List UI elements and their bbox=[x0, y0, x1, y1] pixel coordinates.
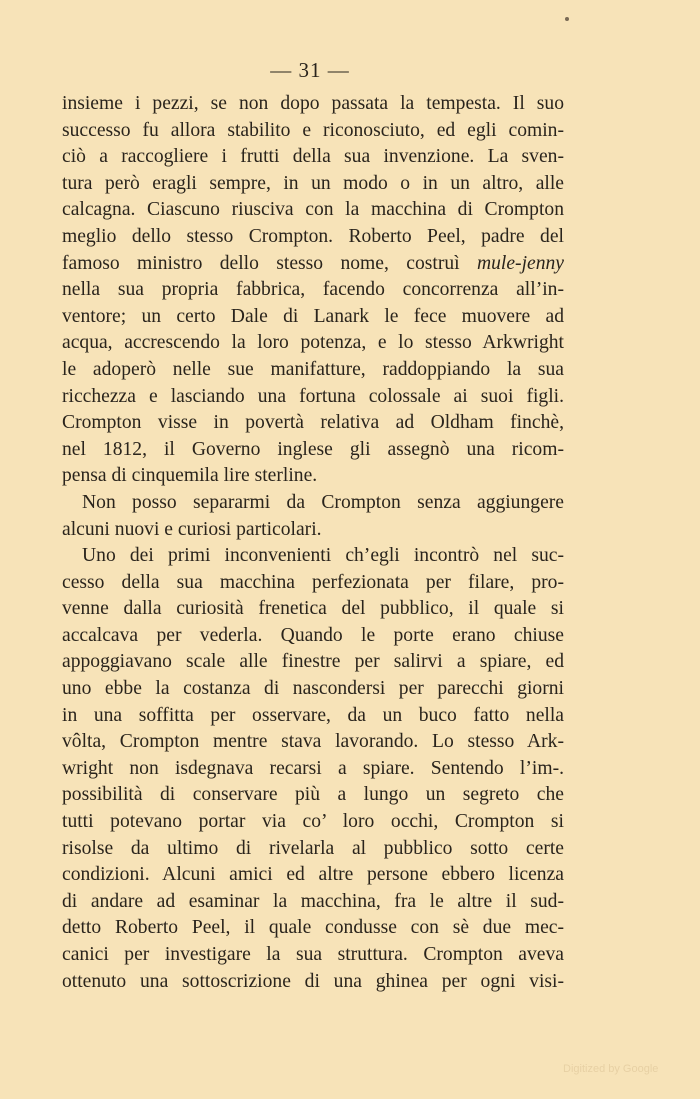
watermark: Digitized by Google bbox=[563, 1063, 659, 1075]
text-line: calcagna. Ciascuno riusciva con la macchina di Crompton bbox=[62, 199, 564, 221]
text-line: insieme i pezzi, se non dopo passata la tempesta. Il suo bbox=[62, 93, 564, 114]
text-line: detto Roberto Peel, il quale condusse con sè due mec- bbox=[62, 917, 564, 939]
text-line: le adoperò nelle sue manifatture, raddoppiando la sua bbox=[62, 358, 564, 380]
text-line: nella sua propria fabbrica, facendo concorrenza all’in- bbox=[62, 279, 564, 301]
text-line: famoso ministro dello stesso nome, costruì mule-jenny bbox=[62, 252, 564, 274]
text-line: venne dalla curiosità frenetica del pubblico, il quale si bbox=[62, 598, 564, 620]
text-line: di andare ad esaminar la macchina, fra le altre il sud- bbox=[62, 890, 564, 912]
ink-speck bbox=[565, 17, 569, 21]
text-line: cesso della sua macchina perfezionata per filare, pro- bbox=[62, 571, 564, 593]
text-line: possibilità di conservare più a lungo un segreto che bbox=[62, 784, 564, 806]
text-line: tutti potevano portar via co’ loro occhi, Crompton si bbox=[62, 811, 564, 833]
page-number: — 31 — bbox=[270, 58, 350, 82]
body-text bbox=[62, 91, 564, 995]
text-line: wright non isdegnava recarsi a spiare. Sentendo l’im-. bbox=[62, 757, 564, 779]
text-line: vôlta, Crompton mentre stava lavorando. Lo stesso Ark- bbox=[62, 731, 564, 753]
text-line: ricchezza e lasciando una fortuna colossale ai suoi figli. bbox=[62, 385, 564, 407]
text-line: nel 1812, il Governo inglese gli assegnò una ricom- bbox=[62, 438, 564, 460]
text-line: successo fu allora stabilito e riconosciuto, ed egli comin- bbox=[62, 119, 564, 141]
text-line: risolse da ultimo di rivelarla al pubblico sotto certe bbox=[62, 837, 564, 859]
italic-term: mule-jenny bbox=[476, 252, 564, 274]
text-line: alcuni nuovi e curiosi particolari. bbox=[62, 518, 322, 540]
text-line: appoggiavano scale alle finestre per salirvi a spiare, ed bbox=[62, 651, 564, 673]
text-line: ciò a raccogliere i frutti della sua invenzione. La sven- bbox=[62, 146, 564, 168]
text-line: meglio dello stesso Crompton. Roberto Peel, padre del bbox=[62, 225, 564, 247]
text-line: Crompton visse in povertà relativa ad Oldham finchè, bbox=[62, 412, 564, 434]
text-line: uno ebbe la costanza di nascondersi per parecchi giorni bbox=[62, 678, 564, 700]
text-line: Uno dei primi inconvenienti ch’egli incontrò nel suc- bbox=[82, 545, 564, 567]
text-line: acqua, accrescendo la loro potenza, e lo stesso Arkwright bbox=[62, 332, 564, 354]
text-line: ottenuto una sottoscrizione di una ghinea per ogni visi- bbox=[62, 970, 564, 992]
text-line: canici per investigare la sua struttura. Crompton aveva bbox=[62, 944, 564, 965]
text-line: Non posso separarmi da Crompton senza aggiungere bbox=[82, 491, 564, 513]
text-line: pensa di cinquemila lire sterline. bbox=[62, 465, 318, 487]
text-line: ventore; un certo Dale di Lanark le fece muovere ad bbox=[62, 305, 564, 327]
text-line: condizioni. Alcuni amici ed altre persone ebbero licenza bbox=[62, 864, 564, 886]
text-line: accalcava per vederla. Quando le porte erano chiuse bbox=[62, 624, 564, 646]
text-line: in una soffitta per osservare, da un buco fatto nella bbox=[62, 704, 564, 726]
text-line: tura però eragli sempre, in un modo o in un altro, alle bbox=[62, 172, 564, 194]
